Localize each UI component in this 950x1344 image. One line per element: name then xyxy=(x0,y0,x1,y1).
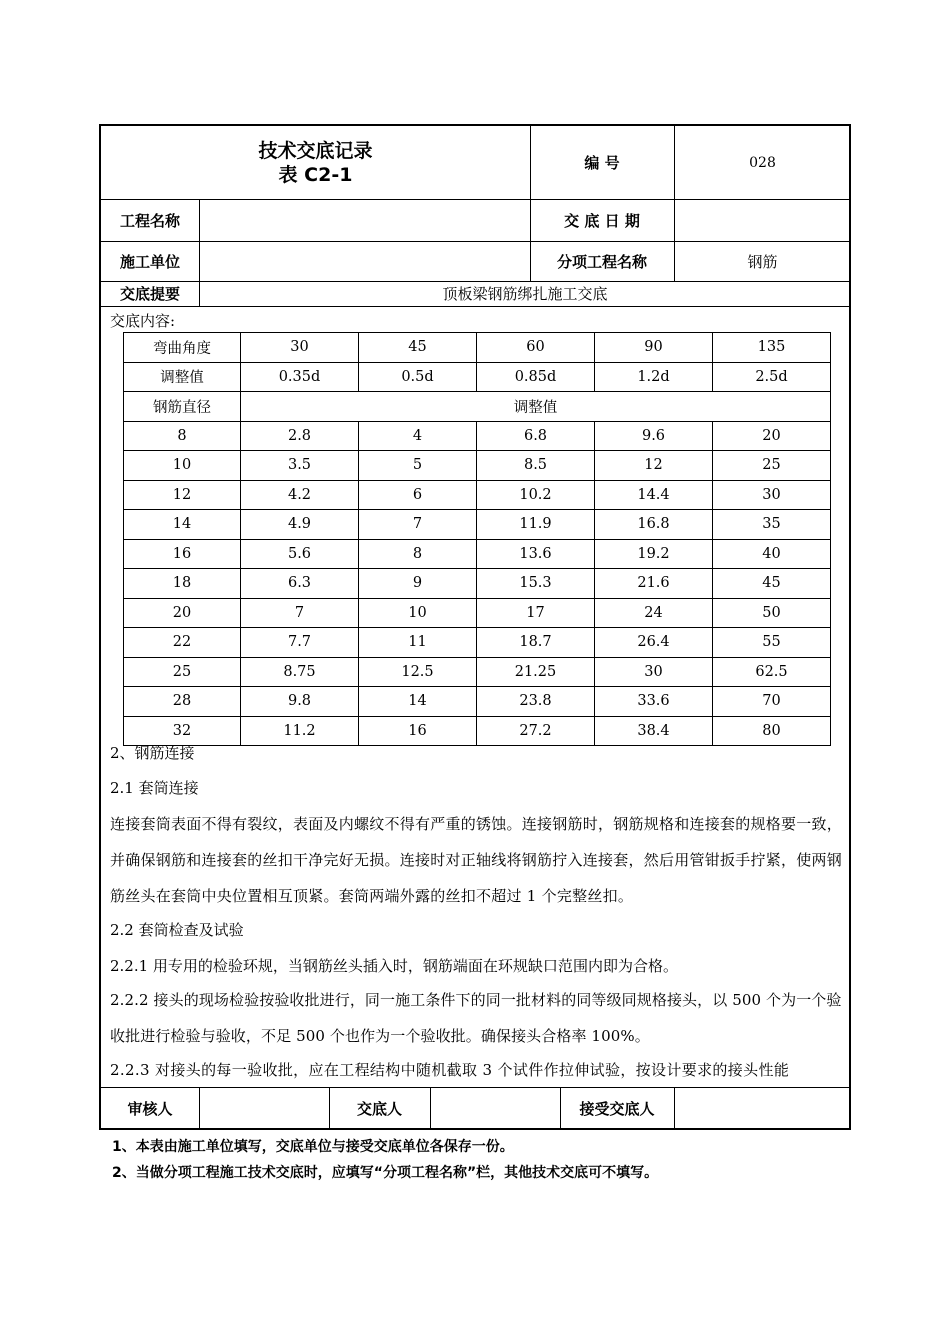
adjust-value-cell: 16.8 xyxy=(595,510,713,540)
adjust-value-cell: 40 xyxy=(713,539,831,569)
adjust-value-cell: 6.3 xyxy=(241,569,359,599)
adjust-value-cell: 14.4 xyxy=(595,480,713,510)
angle-cell: 45 xyxy=(359,333,477,363)
diameter-cell: 18 xyxy=(124,569,241,599)
diameter-cell: 12 xyxy=(124,480,241,510)
angle-cell: 135 xyxy=(713,333,831,363)
adjust-value-cell: 5.6 xyxy=(241,539,359,569)
table-row xyxy=(124,687,831,717)
table-row xyxy=(124,333,831,363)
diameter-cell: 22 xyxy=(124,628,241,658)
adjust-value-cell: 62.5 xyxy=(713,657,831,687)
note-2: 2、当做分项工程施工技术交底时，应填写“分项工程名称”栏，其他技术交底可不填写。 xyxy=(112,1165,659,1181)
adjust-value-cell: 14 xyxy=(359,687,477,717)
angle-cell: 30 xyxy=(241,333,359,363)
table-row xyxy=(124,392,831,422)
adjust-value-cell: 4 xyxy=(359,421,477,451)
adjust-cell: 1.2d xyxy=(595,362,713,392)
adjust-value-cell: 7.7 xyxy=(241,628,359,658)
adjust-cell: 0.5d xyxy=(359,362,477,392)
reviewer-field[interactable] xyxy=(199,1087,329,1130)
paragraph: 连接套筒表面不得有裂纹，表面及内螺纹不得有严重的锈蚀。连接钢筋时，钢筋规格和连接套的规格要一致，并确保钢筋和连接套的丝扣干净完好无损。连接时对正轴线将钢筋拧入连接套，然后用管钳扳手拧紧，使两钢筋丝头在套筒中央位置相互顶紧。套筒两端外露的丝扣不超过 1 个完整丝扣。 xyxy=(110,815,843,905)
adjust-value-cell: 13.6 xyxy=(477,539,595,569)
diameter-cell: 16 xyxy=(124,539,241,569)
adjust-value-cell: 11 xyxy=(359,628,477,658)
adjust-value-cell: 2.8 xyxy=(241,421,359,451)
adjust-value-cell: 15.3 xyxy=(477,569,595,599)
angle-header: 弯曲角度 xyxy=(124,333,241,363)
diameter-cell: 8 xyxy=(124,421,241,451)
adjust-value-cell: 55 xyxy=(713,628,831,658)
adjust-value-cell: 8 xyxy=(359,539,477,569)
adjust-value-cell: 10.2 xyxy=(477,480,595,510)
discloser-label: 交底人 xyxy=(356,1100,402,1118)
adjust-value-cell: 3.5 xyxy=(241,451,359,481)
adjust-value-cell: 26.4 xyxy=(595,628,713,658)
angle-cell: 90 xyxy=(595,333,713,363)
project-name-field[interactable] xyxy=(199,199,530,241)
table-row xyxy=(124,510,831,540)
adjust-value-cell: 7 xyxy=(241,598,359,628)
number-label: 编 号 xyxy=(584,154,620,172)
adjust-value-cell: 45 xyxy=(713,569,831,599)
adjust-cell: 2.5d xyxy=(713,362,831,392)
section-heading: 2.2 套筒检查及试验 xyxy=(110,921,244,939)
subproject-label: 分项工程名称 xyxy=(556,252,647,271)
adjust-value-cell: 21.6 xyxy=(595,569,713,599)
adjust-value-cell: 35 xyxy=(713,510,831,540)
table-row xyxy=(124,362,831,392)
adjust-value-cell: 16 xyxy=(359,716,477,746)
title-line-1: 技术交底记录 xyxy=(258,139,373,162)
receiver-field[interactable] xyxy=(674,1087,851,1130)
table-row xyxy=(124,421,831,451)
date-label: 交 底 日 期 xyxy=(564,211,640,230)
date-field[interactable] xyxy=(674,199,851,241)
diameter-header: 钢筋直径 xyxy=(124,392,241,422)
adjust-value-cell: 10 xyxy=(359,598,477,628)
adjust-value-cell: 33.6 xyxy=(595,687,713,717)
subproject-value[interactable]: 钢筋 xyxy=(747,252,778,271)
adjust-value-cell: 7 xyxy=(359,510,477,540)
adjust-value-cell: 23.8 xyxy=(477,687,595,717)
bend-adjustment-table xyxy=(123,332,831,746)
diameter-cell: 25 xyxy=(124,657,241,687)
adjust-value-cell: 6.8 xyxy=(477,421,595,451)
adjust-value-cell: 17 xyxy=(477,598,595,628)
adjust-value-cell: 27.2 xyxy=(477,716,595,746)
form-notes xyxy=(112,1134,658,1186)
reviewer-label: 审核人 xyxy=(127,1100,173,1118)
table-row xyxy=(124,480,831,510)
adjust-value-cell: 8.75 xyxy=(241,657,359,687)
diameter-cell: 28 xyxy=(124,687,241,717)
adjust-value-cell: 9.6 xyxy=(595,421,713,451)
summary-value[interactable]: 顶板梁钢筋绑扎施工交底 xyxy=(442,285,608,303)
diameter-cell: 14 xyxy=(124,510,241,540)
form-title xyxy=(101,126,530,199)
adjust-header: 调整值 xyxy=(124,362,241,392)
adjust-value-cell: 9 xyxy=(359,569,477,599)
bend-table-body xyxy=(124,421,831,746)
adjust-cell: 0.35d xyxy=(241,362,359,392)
angle-cell: 60 xyxy=(477,333,595,363)
adjust-value-cell: 6 xyxy=(359,480,477,510)
title-line-2: 表 C2-1 xyxy=(278,163,353,186)
adjust-value-cell: 25 xyxy=(713,451,831,481)
adjust-cell: 0.85d xyxy=(477,362,595,392)
adjust-value-cell: 24 xyxy=(595,598,713,628)
adjust-value-cell: 80 xyxy=(713,716,831,746)
adjust-value-cell: 11.9 xyxy=(477,510,595,540)
adjust-value-cell: 18.7 xyxy=(477,628,595,658)
adjust-value-cell: 70 xyxy=(713,687,831,717)
paragraph: 2.2.2 接头的现场检验按验收批进行，同一施工条件下的同一批材料的同等级同规格接头，以 500 个为一个验收批进行检验与验收，不足 500 个也作为一个验收批。确保接头合格率 100%。 xyxy=(110,991,842,1045)
project-name-label: 工程名称 xyxy=(119,211,180,230)
note-1: 1、本表由施工单位填写，交底单位与接受交底单位各保存一份。 xyxy=(112,1139,514,1155)
adjust-value-cell: 8.5 xyxy=(477,451,595,481)
adjust-value-cell: 19.2 xyxy=(595,539,713,569)
adjust-value-cell: 4.9 xyxy=(241,510,359,540)
adjust-value-cell: 4.2 xyxy=(241,480,359,510)
section-heading: 2.1 套筒连接 xyxy=(110,779,199,797)
paragraph: 2.2.3 对接头的每一验收批，应在工程结构中随机截取 3 个试件作拉伸试验，按设计要求的接头性能 xyxy=(110,1061,790,1079)
table-row xyxy=(124,569,831,599)
adjust-value-cell: 21.25 xyxy=(477,657,595,687)
adjust-value-cell: 50 xyxy=(713,598,831,628)
unit-label: 施工单位 xyxy=(119,252,180,271)
discloser-field[interactable] xyxy=(430,1087,560,1130)
adjust-value-cell: 30 xyxy=(595,657,713,687)
receiver-label: 接受交底人 xyxy=(579,1100,655,1118)
adjust-value-cell: 5 xyxy=(359,451,477,481)
unit-field[interactable] xyxy=(199,241,530,281)
table-row xyxy=(124,539,831,569)
section-heading: 2、钢筋连接 xyxy=(110,744,195,762)
disclosure-form xyxy=(99,124,851,1130)
adjust-value-cell: 12 xyxy=(595,451,713,481)
adjust-value-cell: 11.2 xyxy=(241,716,359,746)
table-row xyxy=(124,598,831,628)
paragraph: 2.2.1 用专用的检验环规，当钢筋丝头插入时，钢筋端面在环规缺口范围内即为合格。 xyxy=(110,957,678,975)
adjust-span-header: 调整值 xyxy=(241,392,831,422)
adjust-value-cell: 30 xyxy=(713,480,831,510)
summary-label: 交底提要 xyxy=(119,285,180,303)
table-row xyxy=(124,628,831,658)
adjust-value-cell: 38.4 xyxy=(595,716,713,746)
rule xyxy=(101,306,849,307)
table-row xyxy=(124,657,831,687)
adjust-value-cell: 20 xyxy=(713,421,831,451)
diameter-cell: 20 xyxy=(124,598,241,628)
adjust-value-cell: 12.5 xyxy=(359,657,477,687)
adjust-value-cell: 9.8 xyxy=(241,687,359,717)
table-row xyxy=(124,451,831,481)
diameter-cell: 10 xyxy=(124,451,241,481)
diameter-cell: 32 xyxy=(124,716,241,746)
number-value: 028 xyxy=(749,154,776,171)
content-label: 交底内容: xyxy=(110,312,176,330)
